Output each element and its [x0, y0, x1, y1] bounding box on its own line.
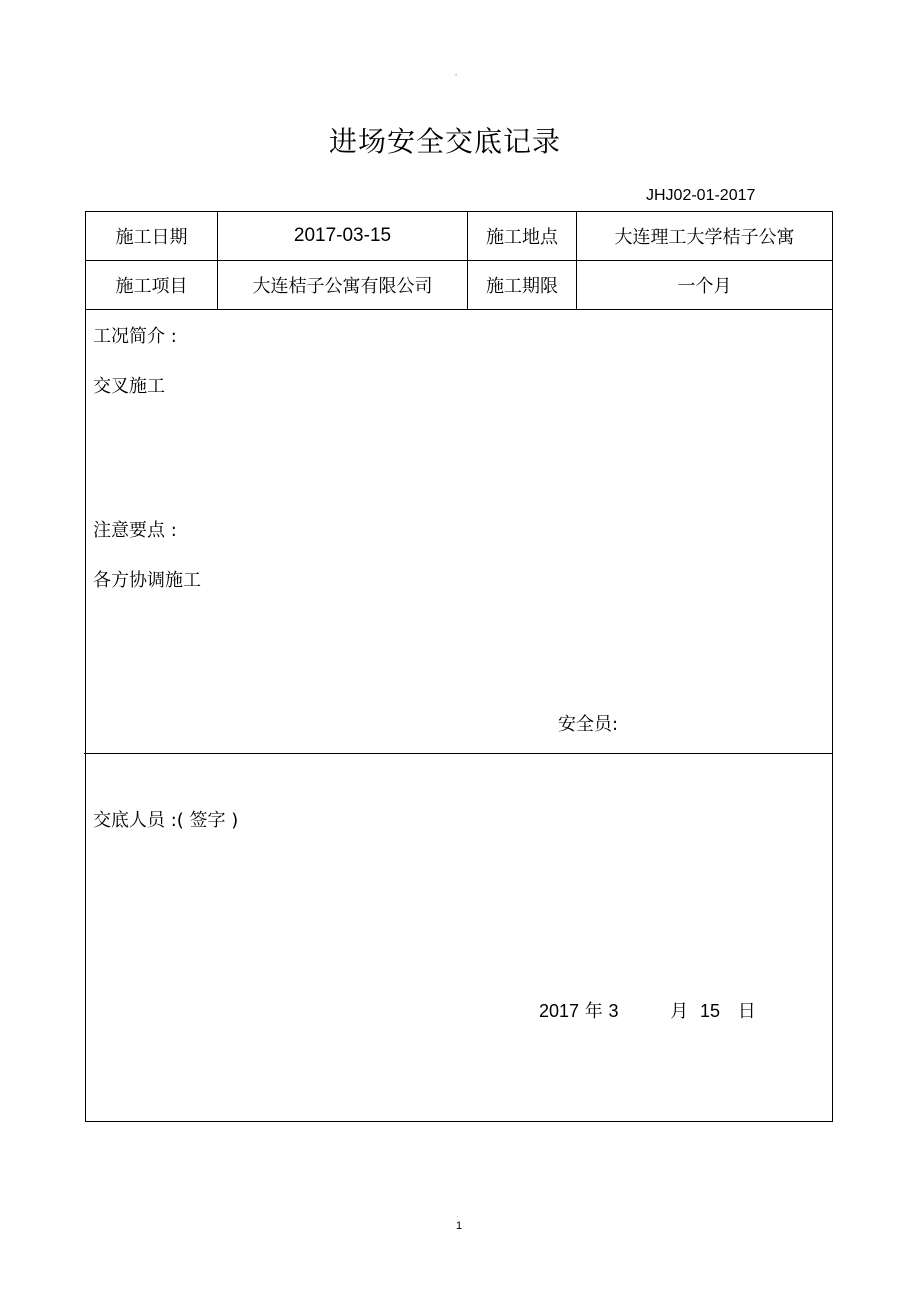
- date-day: 15: [700, 1001, 721, 1021]
- row-divider-2: [86, 309, 832, 310]
- record-table: [85, 211, 833, 1122]
- page-number: 1: [456, 1220, 463, 1232]
- date-year-unit: 年: [584, 1001, 603, 1022]
- document-code: JHJ02-01-2017: [646, 187, 756, 204]
- date-month-unit: 月: [670, 1001, 689, 1022]
- construction-date-label: 施工日期: [115, 227, 188, 248]
- duration-label: 施工期限: [486, 276, 558, 297]
- page-dot: .: [457, 1213, 459, 1219]
- page-title: 进场安全交底记录: [328, 125, 561, 158]
- duration-value: 一个月: [677, 276, 732, 297]
- date-day-unit: 日: [737, 1001, 756, 1022]
- project-value: 大连桔子公寓有限公司: [252, 276, 433, 297]
- top-mark: 。: [455, 70, 462, 77]
- condition-text: 交叉施工: [93, 376, 165, 397]
- construction-date-value: 2017-03-15: [293, 225, 392, 246]
- signature-date: [539, 997, 756, 1023]
- signature-label: 交底人员 :( 签字 ): [93, 810, 239, 831]
- date-year: 2017: [539, 1001, 580, 1021]
- notes-text: 各方协调施工: [93, 570, 201, 591]
- notes-label: 注意要点 :: [93, 520, 177, 541]
- date-month: 3: [608, 1001, 619, 1021]
- construction-site-value: 大连理工大学桔子公寓: [614, 227, 795, 248]
- section-divider: [84, 753, 832, 754]
- construction-site-label: 施工地点: [486, 227, 558, 248]
- project-label: 施工项目: [115, 276, 188, 297]
- safety-officer-label: 安全员:: [558, 714, 619, 735]
- condition-label: 工况简介 :: [93, 326, 177, 347]
